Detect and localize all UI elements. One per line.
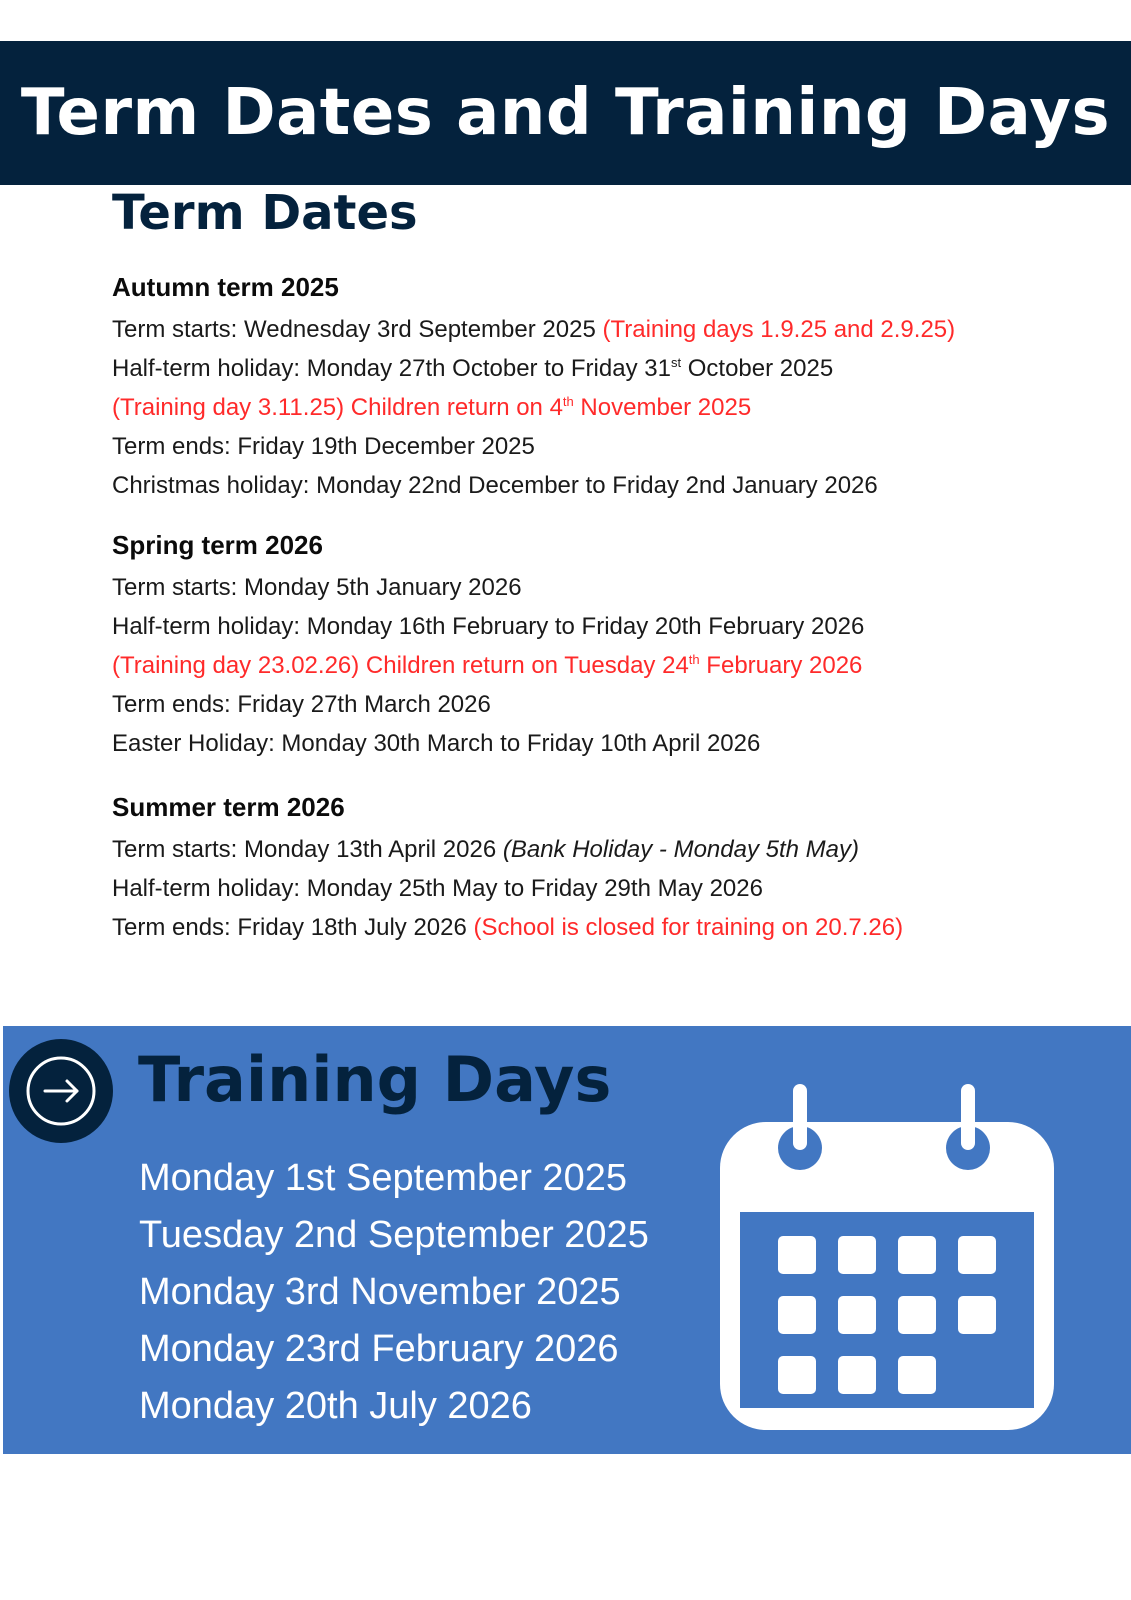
autumn-training-return [112,388,955,427]
autumn-start-text: Term starts: Wednesday 3rd September 2025 [112,316,603,343]
autumn-half-term [112,349,955,388]
spring-term-section [112,528,864,763]
term-dates-heading: Term Dates [112,185,418,241]
spring-term-title: Spring term 2026 [112,530,323,560]
autumn-training-note: (Training days 1.9.25 and 2.9.25) [602,316,956,343]
bank-holiday-note: (Bank Holiday - Monday 5th May) [502,836,860,863]
spring-term-end: Term ends: Friday 27th March 2026 [112,691,491,718]
summer-term-start [112,830,903,869]
training-day-item: Monday 20th July 2026 [139,1385,532,1427]
page-title: Term Dates and Training Days [20,76,1111,150]
training-day-item: Monday 1st September 2025 [139,1157,627,1199]
easter-holiday: Easter Holiday: Monday 30th March to Friday 10th April 2026 [112,730,761,757]
summer-half-term: Half-term holiday: Monday 25th May to Friday 29th May 2026 [112,875,763,902]
autumn-term-section [112,270,955,505]
autumn-half-term-text: Half-term holiday: Monday 27th October to Friday 31 [112,355,671,382]
summer-training-note: (School is closed for training on 20.7.26) [473,914,904,941]
summer-end-text: Term ends: Friday 18th July 2026 [112,914,474,941]
arrow-right-icon [9,1039,113,1143]
autumn-return-text: (Training day 3.11.25) Children return on 4 [112,394,563,421]
title-banner [0,41,1131,185]
training-days-heading: Training Days [138,1043,612,1116]
ordinal-suffix: th [688,652,700,667]
spring-training-return [112,646,864,685]
autumn-term-end: Term ends: Friday 19th December 2025 [112,433,535,460]
summer-term-section [112,790,903,947]
calendar-icon [716,1078,1061,1443]
autumn-half-term-end: October 2025 [681,355,834,382]
ordinal-suffix: st [670,355,682,370]
christmas-holiday: Christmas holiday: Monday 22nd December to Friday 2nd January 2026 [112,472,878,499]
spring-half-term: Half-term holiday: Monday 16th February to Friday 20th February 2026 [112,613,865,640]
ordinal-suffix: th [562,394,574,409]
autumn-return-month: November 2025 [573,394,752,421]
training-day-item: Monday 23rd February 2026 [139,1328,619,1370]
summer-term-title: Summer term 2026 [112,792,345,822]
autumn-term-title: Autumn term 2025 [112,272,339,302]
training-days-list [139,1150,649,1435]
training-day-item: Tuesday 2nd September 2025 [139,1214,649,1256]
training-day-item: Monday 3rd November 2025 [139,1271,621,1313]
summer-start-text: Term starts: Monday 13th April 2026 [112,836,503,863]
summer-term-end [112,908,903,947]
spring-return-text: (Training day 23.02.26) Children return on Tuesday 24 [112,652,689,679]
spring-term-start: Term starts: Monday 5th January 2026 [112,574,522,601]
spring-return-month: February 2026 [699,652,863,679]
autumn-term-start [112,310,955,349]
